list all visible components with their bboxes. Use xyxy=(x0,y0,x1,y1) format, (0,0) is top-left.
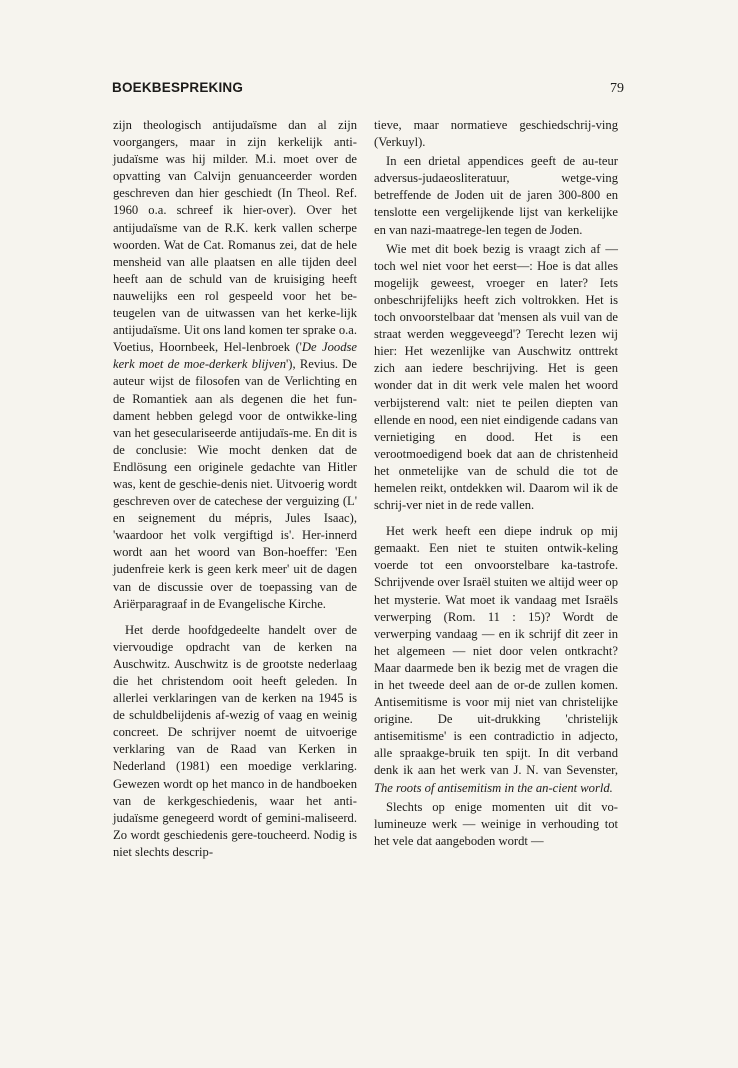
paragraph: tieve, maar normatieve geschiedschrij-ving (Verkuyl). xyxy=(374,118,618,150)
paragraph: Wie met dit boek bezig is vraagt zich af — toch wel niet voor het eerst—: Hoe is dat alles mogelijk geweest, vroeger en later? Iets onbeschrijfelijks heeft zich voltrokken. Het is toch onvoorstelbaar dat 'mensen als vuil van de straat werden weggeveegd'? Terecht lezen wij hier: Het wezenlijke van Auschwitz onttrekt zich aan iedere beschrijving. Het is geen wonder dat in dit werk vele malen het woord verbijsterend valt: niet te peilen diepten van ellende en nood, een niet eindigende cadans van vernietiging en dood. Het is een verootmoedigend boek dat aan de christenheid het onmetelijke van de schuld die tot de hemelen reikt, ontdekken wil. Daarom wil ik de schrij-ver niet in de rede vallen. xyxy=(374,241,618,513)
paragraph: Het werk heeft een diepe indruk op mij gemaakt. Een niet te stuiten ontwik-keling voerde tot een onvoorstelbare ka-tastrofe. Schrijvende over Israël stuiten we altijd weer op het mysterie. Wat moet ik vandaag met Israëls verwerping (Rom. 11 : 15)? Wordt de verwerping vandaag — en ik schrijf dit zeer in het algemeen — niet door velen ontkracht? Maar daarmede ben ik bezig met de vragen die in het tweede deel aan de or-de zullen komen. Antisemitisme is voor mij niet van christelijke origine. De uit-drukking 'christelijk antisemitisme' is een contradictio in adjecto, alle spraakge-bruik ten spijt. In dit verband denk ik aan het werk van J. N. van Sevenster, The roots of antisemitism in the an-cient world. xyxy=(374,524,618,795)
paragraph: In een drietal appendices geeft de au-teur adversus-judaeosliteratuur, wetge-ving betreffende de Joden uit de jaren 300-800 en tenslotte een vergelijkende lijst van kerkelijke en van nazi-maatrege-len tegen de Joden. xyxy=(374,154,618,237)
paragraph: Het derde hoofdgedeelte handelt over de viervoudige opdracht van de kerken na Auschwitz. Auschwitz is de grootste nederlaag die het christendom ooit heeft geleden. In allerlei verklaringen van de kerken na 1945 is de schuldbelijdenis af-wezig of vaag en weinig concreet. De schrijver noemt de uitvoerige verklaring van de Raad van Kerken in Nederland (1981) een moedige verklaring. Gewezen wordt op het manco in de handboeken van de kerkgeschiedenis, waar het anti-judaïsme genegeerd wordt of gemini-maliseerd. Zo wordt geschiedenis gere-toucheerd. Nodig is niet slechts descrip- xyxy=(113,622,357,859)
paragraph: zijn theologisch antijudaïsme dan al zijn voorgangers, maar in zijn kerkelijk anti-judaïsme was hij milder. M.i. moet over de opvatting van Calvijn genuanceerder worden geschreven dan hier geschiedt (In Theol. Ref. 1960 o.a. schreef ik hier-over). Over het antijudaïsme van de R.K. kerk vallen scherpe woorden. Wat de Cat. Romanus zei, dat de hele mensheid van alle plaatsen en alle tijden deel heeft aan de schuld van de kruisiging heeft nauwelijks een rol gespeeld voor het be-teugelen van de uitwassen van het kerke-lijk antijudaïsme. Uit ons land komen ter sprake o.a. Voetius, Hoornbeek, Hel-lenbroek ('De Joodse kerk moet de moe-derkerk blijven'), Revius. De auteur wijst de filosofen van de Verlichting en de Romantiek aan als degenen die het fun-dament hebben gelegd voor de ontwikke-ling van het geseculariseerde antijudaïs-me. En dit is de conclusie: Wie mocht denken dat de Endlösung een originele gedachte van Hitler was, kent de geschie-denis niet. Uitvoerig wordt geschreven over de catechese der verguizing (L' en seignement du mépris, Jules Isaac), 'waardoor het volk vergiftigd is'. Her-innerd wordt aan het woord van Bon-hoeffer: 'Een judenfreie kerk is geen kerk meer' uit de dagen van de discussie over de toepassing van de Ariërparagraaf in de Evangelische Kirche. xyxy=(113,118,357,611)
page-number: 79 xyxy=(610,81,624,96)
right-column xyxy=(374,117,618,850)
left-column xyxy=(113,117,357,861)
italic-quote: De Joodse kerk moet de moe-derkerk blijven xyxy=(113,340,357,372)
book-title: The roots of antisemitism in the an-cient world. xyxy=(374,780,613,795)
page-header xyxy=(112,80,624,97)
paragraph: Slechts op enige momenten uit dit vo-lumineuze werk — weinige in verhouding tot het vele dat aangeboden wordt — xyxy=(374,799,618,848)
running-head: BOEKBESPREKING xyxy=(112,80,244,95)
